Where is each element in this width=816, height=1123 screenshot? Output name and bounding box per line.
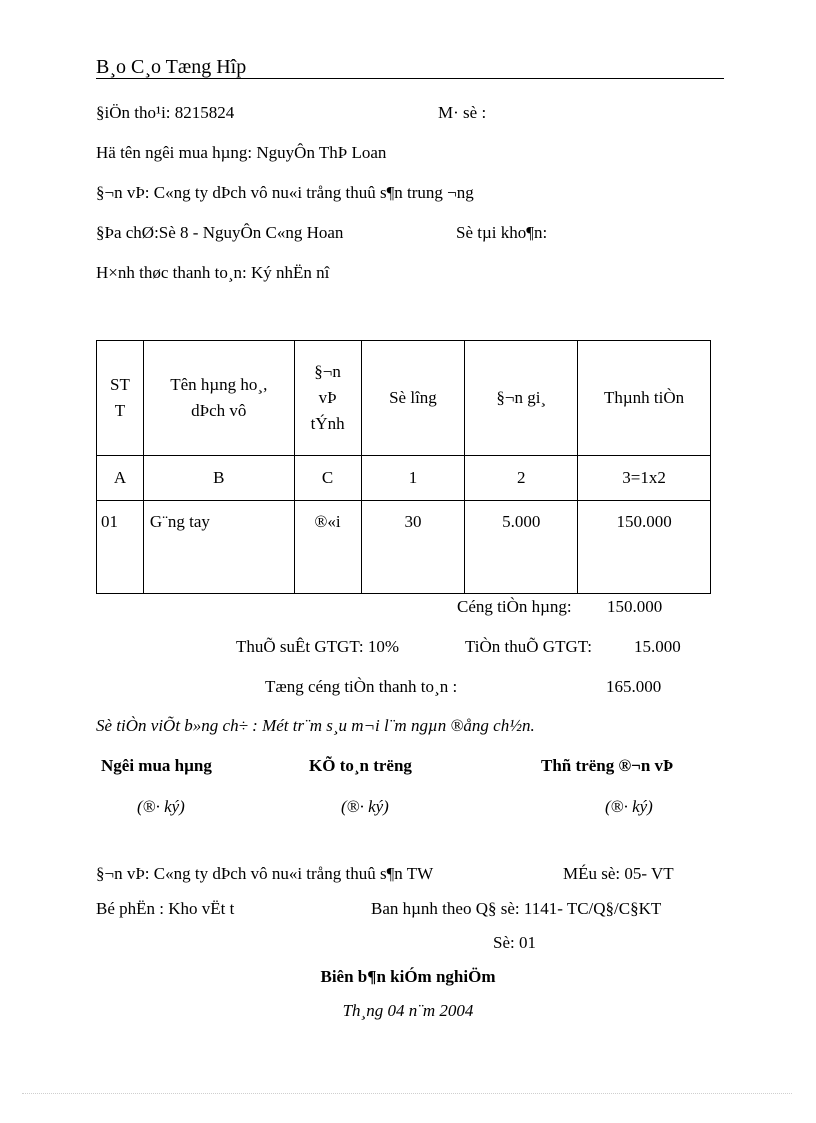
table-cell: ®«i: [294, 501, 361, 594]
inspection-report-title: Biên b¶n kiÓm nghiÖm: [320, 967, 496, 986]
code-cell: 2: [465, 456, 578, 501]
signed-note: (®· ký): [341, 797, 389, 816]
decision-reference: Ban hµnh theo Q§ sè: 1141- TC/Q§/C§KT: [371, 899, 662, 918]
code-line: M· sè :: [438, 103, 487, 122]
table-cell: 01: [97, 501, 144, 594]
code-cell: A: [97, 456, 144, 501]
accountant-signature-label: KÕ to¸n trëng: [309, 756, 412, 775]
header-cell: §¬n vÞ tÝnh: [294, 341, 361, 456]
header-cell: Tên hµng ho¸, dÞch vô: [143, 341, 294, 456]
grand-total-value: 165.000: [606, 677, 662, 696]
header-cell: Thµnh tiÒn: [578, 341, 711, 456]
subtotal-label: Céng tiÒn hµng:: [457, 597, 572, 616]
signed-note: (®· ký): [605, 797, 653, 816]
code-cell: C: [294, 456, 361, 501]
header-cell: ST T: [97, 341, 144, 456]
invoice-table: [96, 340, 711, 594]
head-signature-label: Thñ trëng ®¬n vÞ: [541, 756, 674, 775]
buyer-line: Hä tên ngêi mua hµng: NguyÔn ThÞ Loan: [96, 143, 387, 162]
header-rule: [96, 78, 724, 79]
header-cell: Sè lîng: [361, 341, 465, 456]
vat-label: TiÒn thuÕ GTGT:: [465, 637, 592, 656]
footer-unit: §¬n vÞ: C«ng ty dÞch vô nu«i trång thuû s¶n TW: [96, 864, 434, 883]
phone-line: §iÖn tho¹i: 8215824: [96, 103, 235, 122]
page-bottom-divider: [22, 1093, 792, 1094]
code-cell: 1: [361, 456, 465, 501]
table-row: [97, 501, 711, 594]
table-cell: 5.000: [465, 501, 578, 594]
grand-total-label: Tæng céng tiÒn thanh to¸n :: [265, 677, 458, 696]
form-number: MÉu sè: 05- VT: [563, 864, 674, 883]
amount-in-words: Sè tiÒn viÕt b»ng ch÷ : Mét tr¨m s¸u m¬i l¨m ngµn ®ång ch½n.: [96, 716, 535, 735]
department: Bé phËn : Kho vËt t: [96, 899, 235, 918]
table-code-row: [97, 456, 711, 501]
vat-value: 15.000: [634, 637, 681, 656]
report-date: Th¸ng 04 n¨m 2004: [342, 1001, 474, 1020]
address-line: §Þa chØ:Sè 8 - NguyÔn C«ng Hoan: [96, 223, 344, 242]
report-title: B¸o C¸o Tæng Hîp: [96, 56, 247, 78]
header-cell: §¬n gi¸: [465, 341, 578, 456]
subtotal-value: 150.000: [607, 597, 663, 616]
document-number: Sè: 01: [493, 933, 536, 952]
vat-rate: ThuÕ suÊt GTGT: 10%: [236, 637, 399, 656]
unit-line: §¬n vÞ: C«ng ty dÞch vô nu«i trång thuû s¶n trung ¬ng: [96, 183, 474, 202]
table-cell: 30: [361, 501, 465, 594]
code-cell: 3=1x2: [578, 456, 711, 501]
account-line: Sè tµi kho¶n:: [456, 223, 548, 242]
table-header-row: [97, 341, 711, 456]
table-cell: 150.000: [578, 501, 711, 594]
signed-note: (®· ký): [137, 797, 185, 816]
buyer-signature-label: Ngêi mua hµng: [101, 756, 212, 775]
code-cell: B: [143, 456, 294, 501]
payment-line: H×nh thøc thanh to¸n: Ký nhËn nî: [96, 263, 330, 282]
table-cell: G¨ng tay: [143, 501, 294, 594]
